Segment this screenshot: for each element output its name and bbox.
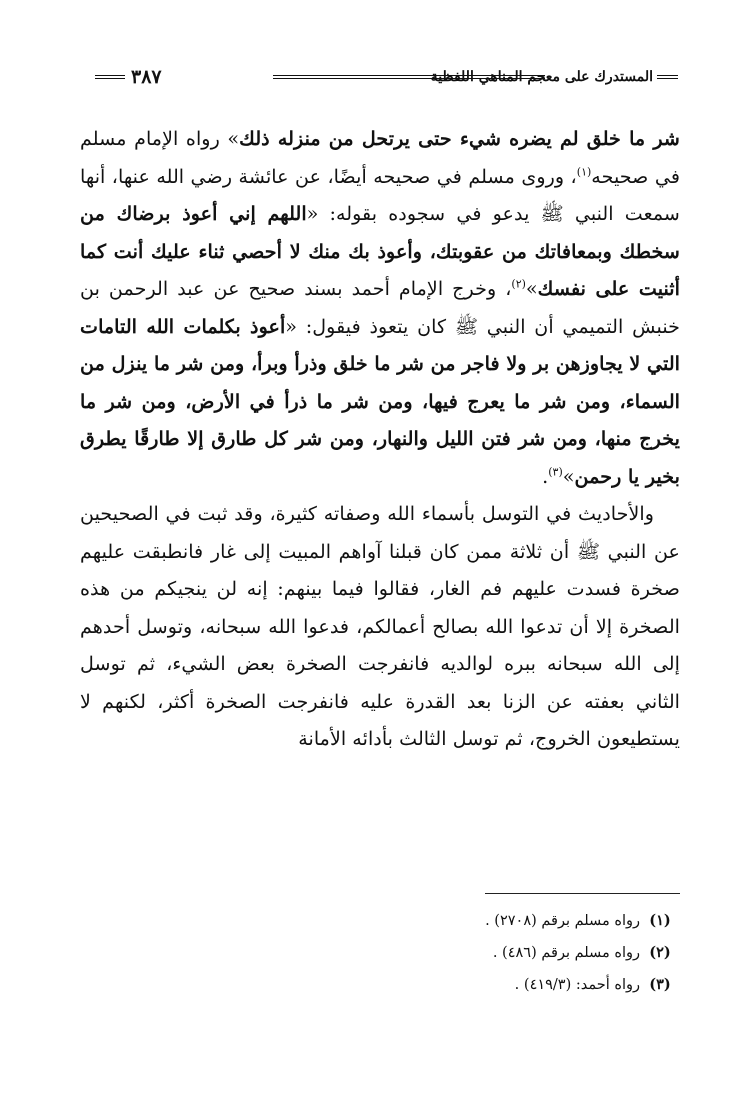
footnote-number: (١): [649, 912, 671, 929]
paragraph-1: [80, 120, 680, 495]
running-header: [95, 66, 678, 88]
text-run: »: [562, 464, 575, 488]
header-rule-right: [657, 75, 678, 79]
footnote-text: رواه أحمد: (٤١٩/٣) .: [514, 977, 640, 993]
page-number: ٣٨٧: [131, 66, 162, 88]
footnote: [300, 905, 680, 937]
hadith-quote: شر ما خلق لم يضره شيء حتى يرتحل من منزله ذلك: [239, 127, 680, 150]
running-title: المستدرك على معجم المناهي اللفظية: [430, 69, 653, 85]
main-text: [80, 120, 680, 758]
footnote-separator: [485, 893, 680, 894]
hadith-quote: أعوذ بكلمات الله التامات التي لا يجاوزهن بر ولا فاجر من شر ما خلق وذرأ وبرأ، ومن شر ما ينزل من السماء، ومن شر ما يعرج فيها، ومن شر ما ذرأ في الأرض، ومن شر ما يخرج منها، ومن شر فتن الليل والنهار، ومن شر كل طارق إلا طارقًا يطرق بخير يا رحمن: [80, 314, 680, 488]
footnote: [300, 969, 680, 1001]
footnote: [300, 937, 680, 969]
footnote-number: (٢): [649, 944, 671, 961]
footnote-ref-3: (٣): [548, 465, 563, 479]
text-run: .: [542, 464, 549, 488]
footnotes: [300, 905, 680, 1001]
text-run: ، وخرج الإمام أحمد بسند صحيح عن عبد الرحمن بن خنبش التميمي أن النبي ﷺ كان يتعوذ فيقول: «: [80, 277, 680, 338]
text-run: »: [525, 277, 538, 300]
footnote-number: (٣): [649, 976, 671, 993]
paragraph-2: والأحاديث في التوسل بأسماء الله وصفاته كثيرة، وقد ثبت في الصحيحين عن النبي ﷺ أن ثلاثة ممن كان قبلنا آواهم المبيت إلى غار فانطبقت عليهم صخرة فسدت عليهم فم الغار، فقالوا فيما بينهم: إنه لن ينجيكم من هذه الصخرة إلا أن تدعوا الله بصالح أعمالكم، فدعوا الله سبحانه، وتوسل أحدهم إلى الله سبحانه ببره لوالديه فانفرجت الصخرة بعض الشيء، ثم توسل الثاني بعفته عن الزنا بعد القدرة عليه فانفرجت الصخرة أكثر، لكنهم لا يستطيعون الخروج، ثم توسل الثالث بأدائه الأمانة: [80, 502, 680, 750]
header-rule-left: [95, 75, 125, 79]
hadith-quote: اللهم إني أعوذ برضاك من سخطك وبمعافاتك من عقوبتك، وأعوذ بك منك لا أحصي ثناء عليك أنت كما أثنيت على نفسك: [80, 202, 680, 300]
footnote-text: رواه مسلم برقم (٢٧٠٨) .: [485, 913, 640, 929]
text-run: ، وروى مسلم في صحيحه أيضًا، عن عائشة رضي الله عنها، أنها سمعت النبي ﷺ يدعو في سجوده بقوله: «: [80, 164, 680, 225]
footnote-ref-2: (٢): [511, 277, 526, 291]
footnote-ref-1: (١): [576, 165, 592, 179]
footnote-text: رواه مسلم برقم (٤٨٦) .: [492, 945, 640, 961]
text-run: » رواه الإمام مسلم في صحيحه: [80, 127, 681, 188]
